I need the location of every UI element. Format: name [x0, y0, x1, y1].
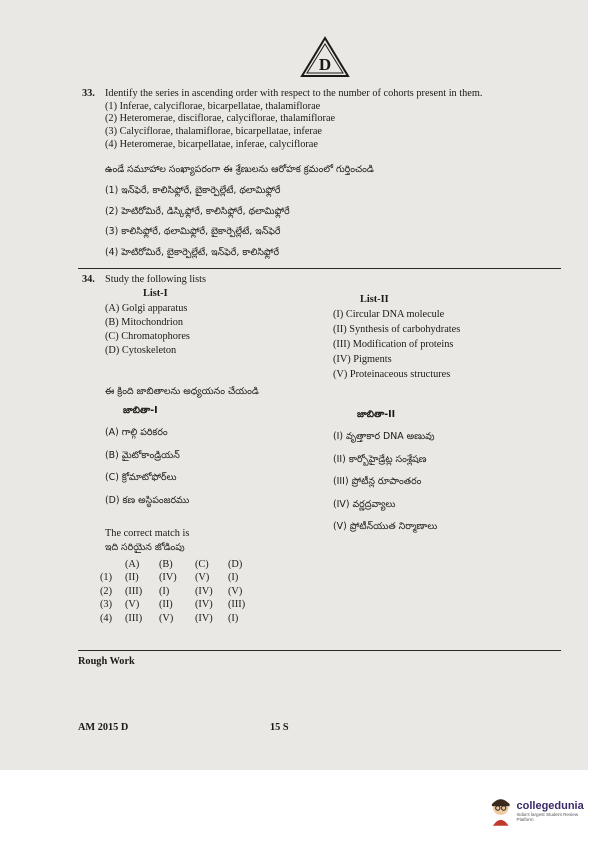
option-3-te: (3) కాలిసిఫ్లోరే, థలామిఫ్లోరే, బైకార్పెల్లేటే, ఇన్‌ఫెరే — [105, 226, 281, 237]
list-2-item-te: (II) కార్బోహైడ్రేట్ల సంశ్లేషణ — [333, 453, 427, 465]
option-4-en: (4) Heteromerae, bicarpellatae, inferae, calyciflorae — [105, 138, 318, 150]
option-2-te: (2) హెటిరోమిరే, డిస్కిఫ్లోరే, కాలిసిఫ్లోరే, థలామిఫ్లోరే — [105, 205, 290, 217]
table-row: (3) (V) (II) (IV) (III) — [100, 599, 246, 611]
list-1-header: List-I — [143, 288, 168, 299]
list-1-item: (C) Chromatophores — [105, 331, 190, 342]
options-te — [105, 185, 290, 267]
list-2-header-te: జాబితా-II — [357, 409, 396, 420]
rough-work-divider — [78, 650, 561, 651]
list-1-item: (B) Mitochondrion — [105, 317, 184, 328]
list-2-item-te: (III) ప్రోటీన్ల రూపాంతరం — [333, 476, 422, 487]
booklet-series-badge — [300, 36, 350, 78]
question-33 — [82, 88, 582, 268]
option-1-te: (1) ఇన్‌ఫెరే, కాలిసిఫ్లోరే, బైకార్పెల్లేటే, థలామిఫ్లోరే — [105, 185, 281, 196]
list-1 — [105, 303, 190, 359]
table-row: (4) (III) (V) (IV) (I) — [100, 612, 239, 624]
collegedunia-logo — [488, 796, 595, 826]
question-stem-en: Identify the series in ascending order with respect to the number of cohorts present in them. — [105, 88, 483, 99]
logo-name: collegedunia — [516, 800, 584, 812]
student-avatar-icon — [488, 796, 514, 826]
list-1-te — [105, 427, 189, 517]
options-en — [105, 101, 335, 152]
table-row: (1) (II) (IV) (V) (I) — [100, 572, 239, 584]
list-1-item: (D) Cytoskeleton — [105, 345, 177, 356]
correct-match-label-te: ఇది సరియైన జోడింపు — [105, 542, 185, 553]
list-2-item: (II) Synthesis of carbohydrates — [333, 324, 461, 335]
booklet-code: AM 2015 D — [78, 722, 129, 733]
question-stem-te: ఈ క్రింది జాబితాలను అధ్యయనం చేయండి — [105, 386, 259, 397]
option-2-en: (2) Heteromerae, disciflorae, calyciflorae, thalamiflorae — [105, 113, 336, 125]
table-header-row: (A) (B) (C) (D) — [125, 559, 243, 570]
list-2-item: (V) Proteinaceous structures — [333, 369, 451, 380]
match-options-table — [100, 559, 258, 626]
rough-work-label: Rough Work — [78, 656, 135, 667]
list-2-item-te: (V) ప్రోటీన్‌యుత నిర్మాణాలు — [333, 521, 438, 532]
list-1-item-te: (B) మైటోకాండ్రియన్ — [105, 449, 180, 461]
correct-match-label-en: The correct match is — [105, 528, 190, 539]
option-1-en: (1) Inferae, calyciflorae, bicarpellatae, thalamiflorae — [105, 100, 321, 112]
divider — [78, 268, 561, 269]
list-1-item-te: (D) కణ అస్థిపంజరము — [105, 494, 190, 506]
list-2-item-te: (I) వృత్తాకార DNA అణువు — [333, 431, 435, 442]
question-number: 34. — [82, 274, 95, 285]
list-2-item: (III) Modification of proteins — [333, 339, 454, 350]
list-2-item-te: (IV) వర్ణద్రవ్యాలు — [333, 498, 396, 510]
question-stem-te: ఉండే సమూహాల సంఖ్యాపరంగా ఈ శ్రేణులను ఆరోహక క్రమంలో గుర్తించండి — [105, 164, 374, 175]
series-letter: D — [318, 55, 332, 74]
logo-tagline: India's largest Student Review Platform — [516, 812, 579, 822]
option-4-te: (4) హెటిరోమిరే, బైకార్పెల్లేటే, ఇన్‌ఫెరే, కాలిసిఫ్లోరే — [105, 246, 280, 258]
list-2-item: (IV) Pigments — [333, 354, 392, 365]
list-1-item-te: (A) గాల్గి పరికరం — [105, 427, 168, 438]
question-stem-en: Study the following lists — [105, 274, 206, 285]
list-2-te — [333, 431, 437, 544]
list-1-item: (A) Golgi apparatus — [105, 303, 188, 314]
list-2 — [333, 309, 460, 384]
list-1-item-te: (C) క్రోమాటోఫోర్‌లు — [105, 472, 177, 483]
list-1-header-te: జాబితా-I — [123, 405, 158, 416]
list-2-item: (I) Circular DNA molecule — [333, 309, 445, 320]
table-row: (2) (III) (I) (IV) (V) — [100, 585, 243, 597]
option-3-en: (3) Calyciflorae, thalamiflorae, bicarpellatae, inferae — [105, 125, 322, 137]
question-number: 33. — [82, 88, 95, 99]
page-number: 15 S — [270, 722, 289, 733]
list-2-header: List-II — [360, 294, 389, 305]
